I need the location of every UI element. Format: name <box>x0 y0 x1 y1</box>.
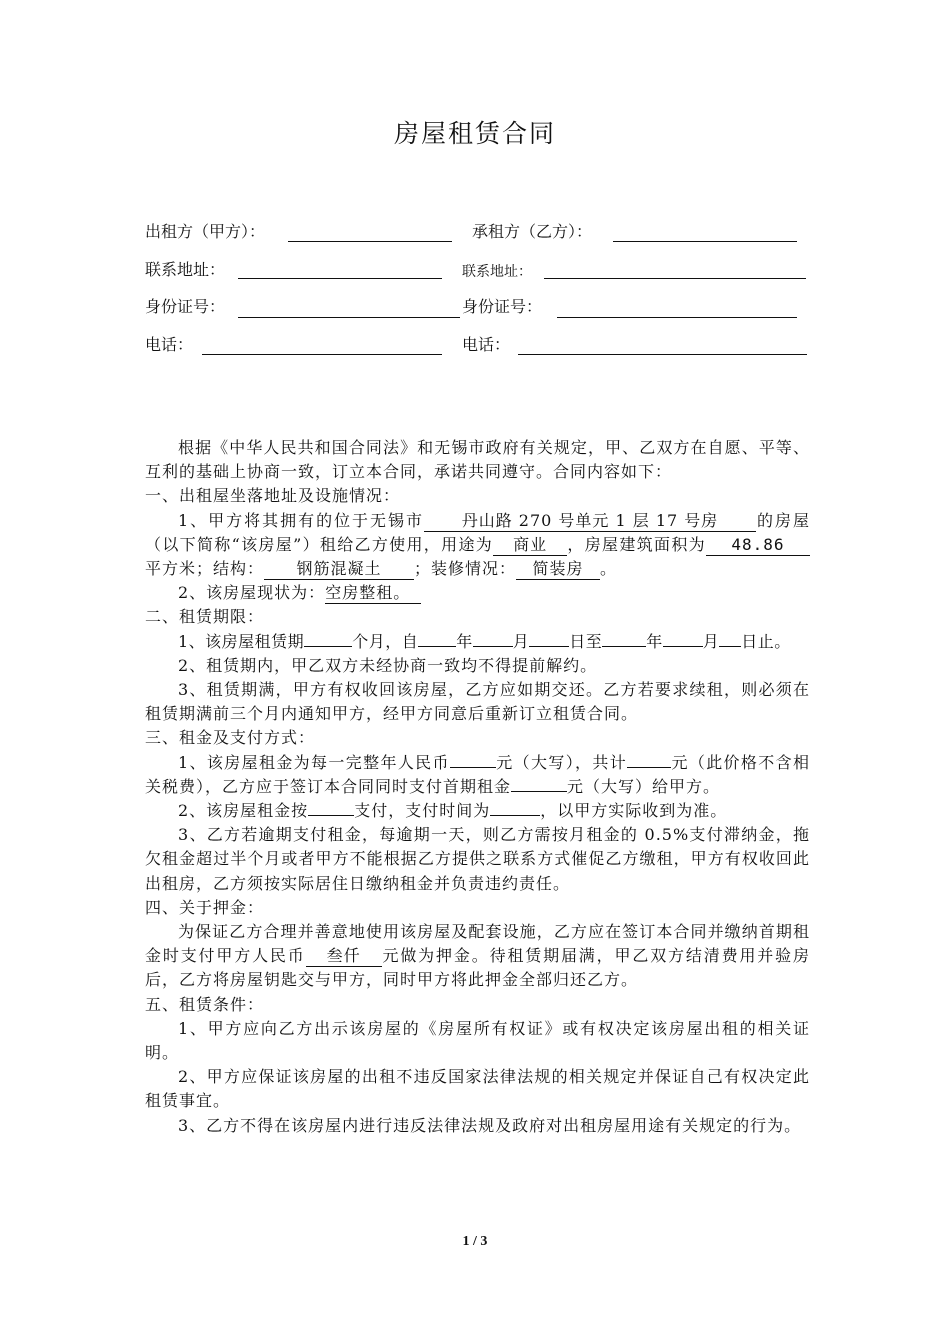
clause-3-1 <box>145 751 810 799</box>
lessee-address-field[interactable] <box>544 278 806 279</box>
end-month-field[interactable] <box>663 646 703 647</box>
clause-3-2 <box>145 799 810 823</box>
clause-text: 个月，自 <box>352 631 419 651</box>
clause-4-1 <box>145 920 810 993</box>
lessor-name-field[interactable] <box>288 241 452 242</box>
clause-text: 元（大写）给甲方。 <box>567 776 721 796</box>
clause-5-3: 3、乙方不得在该房屋内进行违反法律法规及政府对出租房屋用途有关规定的行为。 <box>178 1115 802 1135</box>
clause-2-3: 3、租赁期满，甲方有权收回该房屋，乙方应如期交还。乙方若要求续租，则必须在租赁期满前三个月内通知甲方，经甲方同意后重新订立租赁合同。 <box>145 680 810 724</box>
area-value: 48.86 <box>706 535 810 556</box>
clause-text: 元做为押金。待租赁期届满，甲乙双方结清费用并验房后，乙方将房屋钥匙交与甲方，同时甲方将此押金全部归还乙方。 <box>145 946 810 990</box>
clause-1-2 <box>145 581 810 605</box>
payment-time-field[interactable] <box>490 815 540 816</box>
structure-value: 钢筋混凝土 <box>264 559 414 580</box>
clause-2-2: 2、租赁期内，甲乙双方未经协商一致均不得提前解约。 <box>178 655 598 675</box>
total-rent-field[interactable] <box>627 767 671 768</box>
clause-text: 日至 <box>569 631 603 651</box>
lessor-address-field[interactable] <box>238 278 442 279</box>
start-day-field[interactable] <box>529 646 569 647</box>
lease-months-field[interactable] <box>304 646 352 647</box>
page-number: 1 / 3 <box>462 1234 488 1249</box>
lessee-phone-field[interactable] <box>518 354 807 355</box>
clause-text: 元（此价格不含相关税费），乙方应于签订本合同同时支付首期租金 <box>145 752 810 796</box>
clause-text: 平方米；结构： <box>145 559 265 579</box>
clause-text: 1、该房屋租金为每一完整年人民币 <box>178 752 450 772</box>
contract-body <box>145 436 810 1138</box>
clause-text: 年 <box>646 631 663 651</box>
start-month-field[interactable] <box>473 646 513 647</box>
section-2-heading: 二、租赁期限： <box>145 607 265 627</box>
clause-text: 月 <box>512 631 530 651</box>
end-day-field[interactable] <box>719 646 741 647</box>
lessee-name-field[interactable] <box>613 241 797 242</box>
deposit-value: 叁仟 <box>306 946 382 967</box>
clause-text: 日止。 <box>741 631 791 651</box>
intro-paragraph: 根据《中华人民共和国合同法》和无锡市政府有关规定，甲、乙双方在自愿、平等、互利的基础上协商一致，订立本合同，承诺共同遵守。合同内容如下： <box>145 438 810 482</box>
section-1-heading: 一、出租屋坐落地址及设施情况： <box>145 486 401 506</box>
end-year-field[interactable] <box>602 646 646 647</box>
lessor-phone-label: 电话： <box>145 335 194 354</box>
section-5-heading: 五、租赁条件： <box>145 994 265 1014</box>
start-year-field[interactable] <box>418 646 456 647</box>
clause-text: ，房屋建筑面积为 <box>567 534 706 554</box>
clause-5-2: 2、甲方应保证该房屋的出租不违反国家法律法规的相关规定并保证自己有权决定此租赁事宜。 <box>145 1067 810 1111</box>
clause-text: ；装修情况： <box>414 559 517 579</box>
status-value: 空房整租。 <box>325 583 421 604</box>
lessee-address-label: 联系地址： <box>462 264 532 280</box>
section-4-heading: 四、关于押金： <box>145 897 265 917</box>
annual-rent-field[interactable] <box>450 767 496 768</box>
section-3-heading: 三、租金及支付方式： <box>145 728 316 748</box>
clause-text: 月 <box>702 631 720 651</box>
clause-5-1: 1、甲方应向乙方出示该房屋的《房屋所有权证》或有权决定该房屋出租的相关证明。 <box>145 1018 810 1063</box>
lessor-phone-field[interactable] <box>202 354 442 355</box>
clause-text: 年 <box>456 631 473 651</box>
clause-2-1 <box>145 630 810 654</box>
lessor-address-label: 联系地址： <box>145 260 226 279</box>
first-rent-field[interactable] <box>511 791 567 792</box>
clause-text: 支付，支付时间为 <box>354 801 491 821</box>
clause-3-3: 3、乙方若逾期支付租金，每逾期一天，则乙方需按月租金的 0.5%支付滞纳金，拖欠租金超过半个月或者甲方不能根据乙方提供之联系方式催促乙方缴租，甲方有权收回此出租房，乙方须按实际居住日缴纳租金并负责违约责任。 <box>145 825 810 893</box>
usage-value: 商业 <box>493 535 567 556</box>
clause-1-1 <box>145 509 810 582</box>
lessee-id-label: 身份证号： <box>462 297 543 316</box>
lessee-label: 承租方（乙方）： <box>472 222 593 241</box>
clause-text: 2、该房屋租金按 <box>178 801 309 821</box>
lessor-label: 出租方（甲方）： <box>145 222 266 241</box>
clause-text: 的房屋（以下简称“该房屋”）租给乙方使用，用途为 <box>145 510 810 554</box>
document-title: 房屋租赁合同 <box>393 119 556 148</box>
clause-text: 1、甲方将其拥有的位于无锡市 <box>178 510 425 530</box>
clause-text: ，以甲方实际收到为准。 <box>540 801 728 821</box>
lessor-id-label: 身份证号： <box>145 297 226 316</box>
clause-text: 为保证乙方合理并善意地使用该房屋及配套设施，乙方应在签订本合同并缴纳首期租金时支付甲方人民币 <box>145 922 810 966</box>
clause-text: 1、该房屋租赁期 <box>178 631 305 651</box>
clause-text: 2、该房屋现状为： <box>178 583 326 603</box>
clause-text: 元（大写），共计 <box>495 752 628 772</box>
property-address-value: 丹山路 270 号单元 1 层 17 号房 <box>424 511 756 532</box>
clause-text: 。 <box>600 559 618 579</box>
lessor-id-field[interactable] <box>238 317 460 318</box>
decoration-value: 简装房 <box>516 559 600 580</box>
payment-method-field[interactable] <box>308 815 354 816</box>
lessee-phone-label: 电话： <box>462 335 511 354</box>
lessee-id-field[interactable] <box>557 317 797 318</box>
